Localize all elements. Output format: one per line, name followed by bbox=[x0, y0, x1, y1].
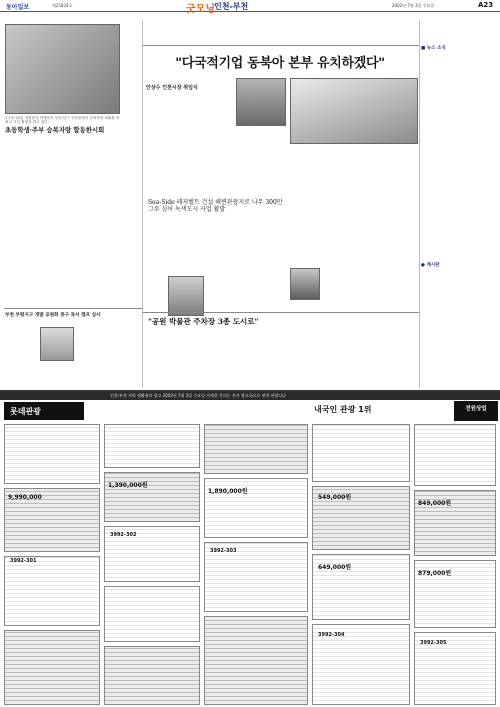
ad-phone: 3992-304 bbox=[318, 632, 345, 638]
section-brand: 굿모닝 bbox=[186, 4, 215, 15]
ad-block bbox=[104, 424, 200, 468]
section-rule bbox=[4, 308, 142, 309]
page-header bbox=[0, 0, 500, 15]
lower-mid-headline: "공원 박물관 주차장 3종 도시로" bbox=[148, 317, 259, 326]
ad-block bbox=[204, 616, 308, 705]
text-block bbox=[5, 146, 61, 310]
ad-block bbox=[4, 630, 100, 705]
right-column-subtitle: ● 계시판 bbox=[421, 263, 440, 268]
ad-block bbox=[104, 646, 200, 705]
ad-phone: 3992-303 bbox=[210, 548, 237, 554]
text-block bbox=[64, 146, 124, 310]
issue-date: 2002년 7월 3일 수요일 bbox=[392, 3, 435, 8]
text-block bbox=[290, 160, 356, 266]
ad-block bbox=[4, 556, 100, 626]
headline-rule bbox=[143, 45, 419, 46]
text-block bbox=[78, 326, 128, 386]
ad-block bbox=[312, 424, 410, 482]
text-block bbox=[218, 160, 286, 306]
ad-price: 1,890,000원 bbox=[208, 488, 248, 495]
ad-phone: 3992-302 bbox=[110, 532, 137, 538]
ad-price: 849,000원 bbox=[418, 500, 452, 507]
ad-block bbox=[414, 424, 496, 486]
section-rule bbox=[143, 312, 419, 313]
right-column-title: ■ 뉴스 소식 bbox=[421, 46, 446, 51]
ad-price: 9,990,000 bbox=[8, 494, 42, 501]
ad-block bbox=[104, 586, 200, 642]
mid-story-headline: Sea-Side 레저벨트 건설 해변관광지로 나무 300만그루 심어 녹색도시 사업 활발 bbox=[148, 199, 283, 213]
text-block bbox=[421, 270, 497, 382]
main-headline: "다국적기업 동북아 본부 유치하겠다" bbox=[175, 56, 385, 71]
ad-price: 549,000원 bbox=[318, 494, 352, 501]
text-block bbox=[360, 160, 418, 306]
text-block bbox=[5, 334, 39, 386]
photo-ceremony bbox=[290, 78, 418, 144]
text-block bbox=[214, 334, 284, 384]
ad-phone: 3992-305 bbox=[420, 640, 447, 646]
column-divider bbox=[419, 20, 420, 388]
issue-number: 제25824호 bbox=[52, 3, 73, 8]
ad-banner-strip: 인천·부천 지역 생활정보 광고 2002년 7월 3일 수요일 자세한 문의는 본사 광고국으로 연락 바랍니다 bbox=[0, 392, 500, 400]
text-block bbox=[146, 230, 214, 306]
left-story-headline: 초등학생·주부 승복자랑 합동한시회 bbox=[5, 126, 105, 134]
photo-students bbox=[5, 24, 120, 114]
page-number: A23 bbox=[478, 1, 494, 9]
ad-brand-mid: 내국인 관광 1위 bbox=[314, 405, 372, 414]
column-divider bbox=[142, 20, 143, 388]
text-block bbox=[146, 334, 210, 384]
photo-official bbox=[290, 268, 320, 300]
ad-price: 649,000원 bbox=[318, 564, 352, 571]
photo-caption-left: 7-1동·25통 자원봉사 학생들이 인천 남구 주안동에서 승복자랑 대회를 마치고 기념 촬영을 하고 있다. bbox=[5, 116, 120, 125]
text-block bbox=[290, 306, 352, 384]
ad-brand-right: 전원상업 bbox=[454, 401, 498, 421]
ad-price: 1,390,000원 bbox=[108, 482, 148, 489]
photo-mayor-portrait bbox=[236, 78, 286, 126]
ad-block bbox=[204, 424, 308, 474]
masthead: 동아일보 bbox=[6, 4, 30, 11]
ad-price: 879,000원 bbox=[418, 570, 452, 577]
lower-left-headline: 부천 부평지구 개발 공원화 중구 독서 캠프 심사 bbox=[5, 313, 101, 318]
ad-brand-lotte: 롯데관광 bbox=[4, 402, 84, 420]
ad-phone: 3992-301 bbox=[10, 558, 37, 564]
advertisement-section bbox=[0, 390, 500, 707]
text-block bbox=[356, 306, 418, 384]
text-block bbox=[421, 54, 497, 260]
ad-block bbox=[4, 424, 100, 484]
sub-headline: 안상수 인천시장 취임식 bbox=[146, 85, 198, 91]
photo-vase bbox=[40, 327, 74, 361]
region-title: 인천-부천 bbox=[214, 2, 249, 11]
